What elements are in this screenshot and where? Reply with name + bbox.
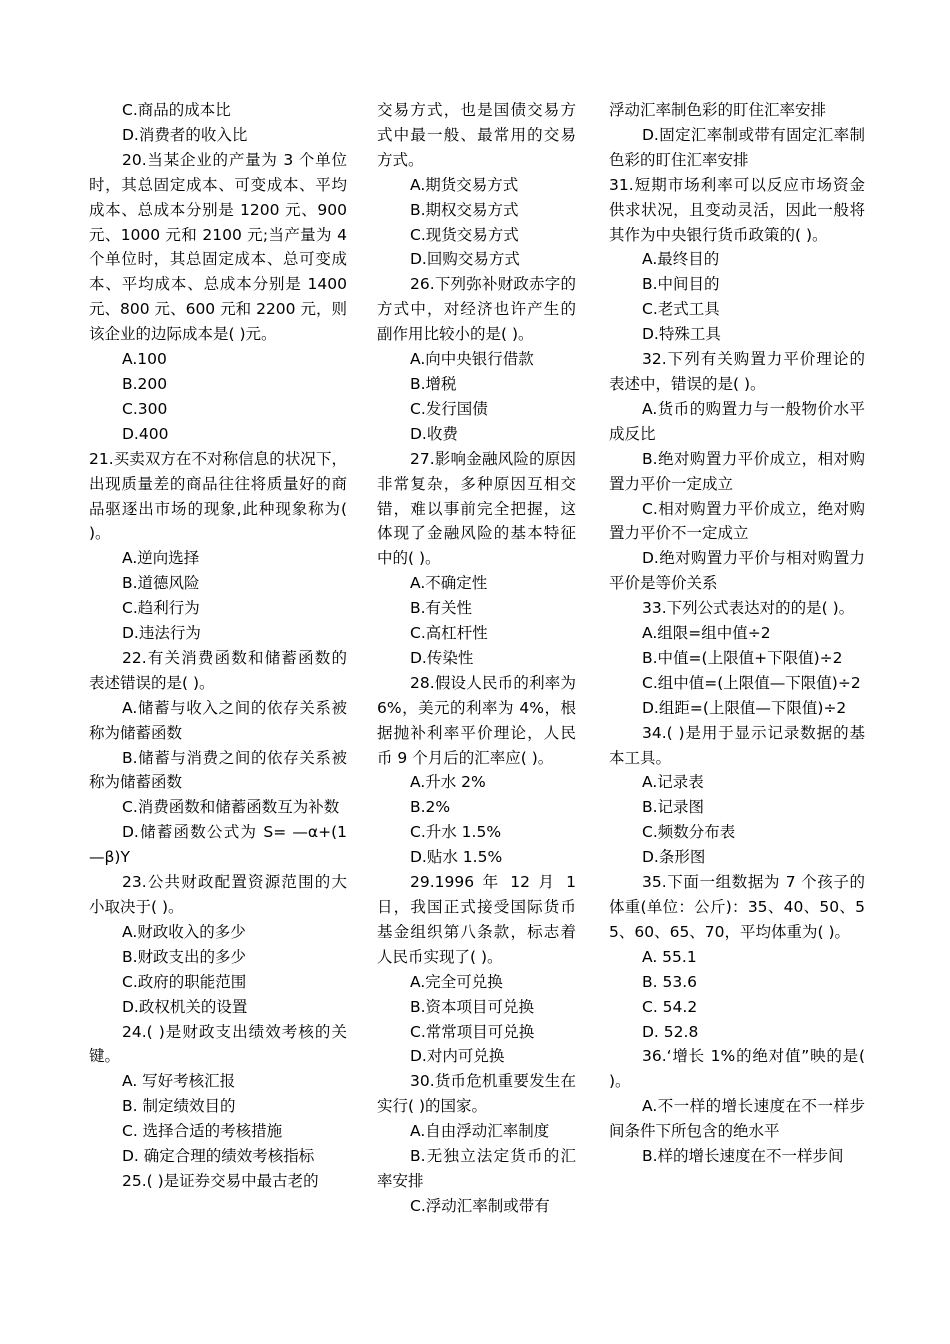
paragraph: 36.‘增长 1%的绝对值”映的是( )。	[609, 1047, 865, 1091]
paragraph: A.财政收入的多少	[122, 922, 246, 941]
paragraph: C.现货交易方式	[410, 225, 519, 244]
paragraph: C.商品的成本比	[122, 101, 231, 119]
paragraph: 25.( )是证券交易中最古老的	[122, 1171, 319, 1190]
paragraph: B. 制定绩效目的	[122, 1097, 236, 1116]
paragraph: D.储蓄函数公式为 S= —α+(1—β)Y	[89, 823, 347, 867]
paragraph: B.财政支出的多少	[122, 947, 247, 966]
paragraph: B.中间目的	[642, 275, 720, 294]
paragraph: B.样的增长速度在不一样步间	[642, 1147, 844, 1166]
paragraph: D.条形图	[642, 848, 706, 867]
paragraph: 34.( )是用于显示记录数据的基本工具。	[609, 723, 865, 767]
paragraph: D.传染性	[410, 648, 474, 667]
paragraph: A.不确定性	[410, 574, 488, 593]
paragraph: C.高杠杆性	[410, 624, 488, 643]
paragraph: A.储蓄与收入之间的依存关系被称为储蓄函数	[89, 698, 347, 742]
paragraph: B.期权交易方式	[410, 200, 519, 219]
paragraph: C.消费函数和储蓄函数互为补数	[122, 798, 340, 817]
paragraph: B.增税	[410, 374, 457, 393]
paragraph: C.相对购置力平价成立，绝对购置力平价不一定成立	[609, 499, 865, 543]
paragraph: C.组中值=(上限值—下限值)÷2	[642, 673, 861, 692]
paragraph: C.300	[122, 399, 168, 418]
paragraph: B.储蓄与消费之间的依存关系被称为储蓄函数	[89, 748, 347, 792]
paragraph: D.组距=(上限值—下限值)÷2	[642, 698, 847, 717]
paragraph: A.完全可兑换	[410, 972, 503, 991]
paragraph: B.中值=(上限值+下限值)÷2	[642, 648, 843, 667]
paragraph: A.100	[122, 350, 167, 369]
paragraph: A.期货交易方式	[410, 175, 519, 194]
paragraph: C. 选择合适的考核措施	[122, 1122, 283, 1141]
paragraph: B.2%	[410, 798, 451, 817]
paragraph: 31.短期市场利率可以反应市场资金供求状况，且变动灵活，因此一般将其作为中央银行货币政策的( )。	[609, 175, 865, 244]
paragraph: B.无独立法定货币的汇率安排	[377, 1147, 576, 1190]
paragraph: B.资本项目可兑换	[410, 997, 535, 1016]
paragraph: 35.下面一组数据为 7 个孩子的体重(单位：公斤)：35、40、50、55、60、65、70，平均体重为( )。	[609, 873, 865, 941]
text-column-3	[609, 98, 865, 1169]
paragraph: B. 53.6	[642, 972, 697, 991]
paragraph: D.贴水 1.5%	[410, 848, 503, 867]
paragraph: 30.货币危机重要发生在实行( )的国家。	[377, 1072, 576, 1116]
paragraph: 32.下列有关购置力平价理论的表述中，错误的是( )。	[609, 350, 865, 393]
paragraph: B.绝对购置力平价成立，相对购置力平价一定成立	[609, 449, 865, 493]
paragraph: C.老式工具	[642, 300, 720, 319]
paragraph: 22.有关消费函数和储蓄函数的表述错误的是( )。	[89, 648, 347, 692]
paragraph: 27.影响金融风险的原因非常复杂，多种原因互相交错，难以事前完全把握，这体现了金融风险的基本特征中的( )。	[377, 449, 576, 568]
paragraph: 26.下列弥补财政赤字的方式中，对经济也许产生的副作用比较小的是( )。	[377, 275, 576, 344]
paragraph: D.400	[122, 424, 169, 443]
paragraph: A.最终目的	[642, 250, 720, 269]
paragraph: A.记录表	[642, 773, 704, 792]
paragraph: A.向中央银行借款	[410, 350, 534, 369]
paragraph: A.逆向选择	[122, 549, 200, 568]
paragraph: A.自由浮动汇率制度	[410, 1122, 550, 1141]
paragraph: D.违法行为	[122, 624, 201, 643]
paragraph: 20.当某企业的产量为 3 个单位时，其总固定成本、可变成本、平均成本、总成本分别是 1200 元、900 元、1000 元和 2100 元;当产量为 4 个单位时，其总固定成本、总可变成本、平均成本、总成本分别是 1400 元、800 元、600 元和 2200 元，则该企业的边际成本是( )元。	[89, 150, 347, 344]
paragraph: A.不一样的增长速度在不一样步间条件下所包含的绝水平	[609, 1097, 865, 1141]
paragraph: B.200	[122, 374, 168, 393]
paragraph: D.绝对购置力平价与相对购置力平价是等价关系	[609, 549, 865, 593]
paragraph: B.记录图	[642, 798, 705, 817]
paragraph: C.常常项目可兑换	[410, 1022, 535, 1041]
paragraph: D.特殊工具	[642, 325, 721, 344]
paragraph: 28.假设人民币的利率为 6%，美元的利率为 4%，根据抛补利率平价理论，人民币 9 个月后的汇率应( )。	[377, 673, 576, 767]
text-column-1	[89, 98, 347, 1194]
paragraph: C.趋利行为	[122, 599, 200, 618]
paragraph: C. 54.2	[642, 997, 698, 1016]
paragraph: A.货币的购置力与一般物价水平成反比	[609, 399, 865, 443]
paragraph: A. 55.1	[642, 947, 697, 966]
paragraph: C.发行国债	[410, 399, 488, 418]
paragraph: D.固定汇率制或带有固定汇率制色彩的盯住汇率安排	[609, 125, 865, 169]
paragraph: D.政权机关的设置	[122, 997, 248, 1016]
paragraph: 浮动汇率制色彩的盯住汇率安排	[609, 101, 827, 119]
paragraph: 33.下列公式表达对的的是( )。	[642, 599, 855, 618]
paragraph: A.升水 2%	[410, 773, 486, 792]
paragraph: A.组限=组中值÷2	[642, 624, 771, 643]
paragraph: C.政府的职能范围	[122, 972, 247, 991]
paragraph: D.收费	[410, 424, 458, 443]
paragraph: D.对内可兑换	[410, 1047, 505, 1066]
paragraph: B.道德风险	[122, 574, 200, 593]
text-column-2	[377, 98, 576, 1219]
paragraph: 29.1996 年 12 月 1 日，我国正式接受国际货币基金组织第八条款，标志着人民币实现了( )。	[377, 873, 576, 966]
paragraph: 21.买卖双方在不对称信息的状况下，出现质量差的商品往往将质量好的商品驱逐出市场的现象,此种现象称为( )。	[89, 449, 347, 543]
paragraph: D.回购交易方式	[410, 250, 520, 269]
paragraph: D. 52.8	[642, 1022, 699, 1041]
paragraph: 交易方式，也是国债交易方式中最一般、最常用的交易方式。	[377, 101, 576, 169]
paragraph: 24.( )是财政支出绩效考核的关键。	[89, 1022, 347, 1066]
paragraph: B.有关性	[410, 599, 473, 618]
paragraph: C.升水 1.5%	[410, 823, 502, 842]
paragraph: D. 确定合理的绩效考核指标	[122, 1147, 315, 1166]
paragraph: C.浮动汇率制或带有	[410, 1196, 550, 1215]
paragraph: A. 写好考核汇报	[122, 1072, 236, 1091]
paragraph: D.消费者的收入比	[122, 125, 248, 144]
paragraph: 23.公共财政配置资源范围的大小取决于( )。	[89, 873, 347, 916]
paragraph: C.频数分布表	[642, 823, 736, 842]
